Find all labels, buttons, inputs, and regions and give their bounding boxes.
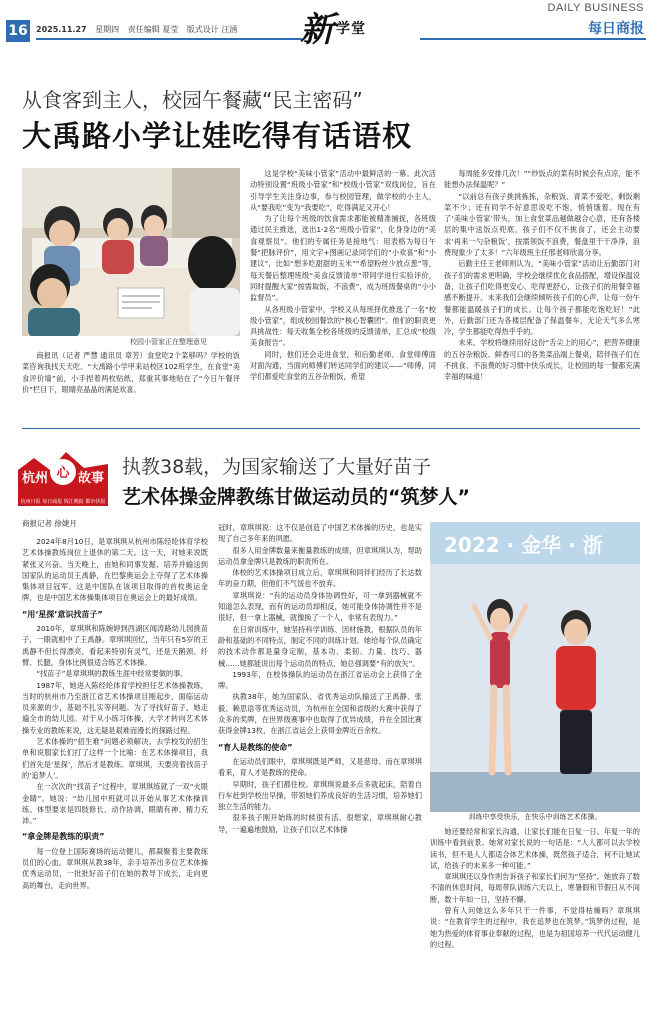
children-lunch-photo	[22, 168, 240, 336]
paragraph: 从各班级小管家中，学校又从每班择优推选了一名“校级小管家”，组成校园餐饮的“核心智囊团”。他们的职责更具挑战性：每天收集全校各班级的反馈清单，汇总成“校级美食报告”。	[250, 304, 436, 348]
paragraph: 在一次次的“找苗子”过程中，章琪琪练就了一双“火眼金睛”。她说：“幼儿园中班就可以开始从事艺术体操训练。体型要求是四肢修长、动作协调，眼睛有神、精力充沛。”	[22, 782, 208, 826]
badge-line2: 故事	[78, 471, 105, 486]
badge-line3: 杭州日报 每日商报 钱江晚报 都市快报	[20, 499, 106, 505]
header-rule-left	[36, 38, 302, 40]
gymnast-coach-photo	[430, 522, 640, 812]
paragraph: 未来，学校将继续用好这份“舌尖上的用心”，把营养健康的五谷杂粮饭、鲜香可口的各类菜品端上餐桌，陪伴孩子们在不挑食、不浪费的好习惯中快乐成长，让校园的每一餐都充满幸福的味道！	[444, 338, 640, 382]
paragraph: 每一位登上国际赛场的运动健儿，都凝聚着主要教练员们的心血。章琪琪从教38年，亲手培养出多位艺术体操优秀运动员，一批批好苗子们在她的教导下成长，走向更高的舞台，走向世界。	[22, 846, 208, 890]
article2-subtitle: 执教38载，为国家输送了大量好苗子	[122, 456, 432, 478]
paragraph: “以前总有孩子挑挑拣拣，杂粮饭、青菜不爱吃，剩饭剩菜不少；还有同学不好意思说吃不饱，悄悄饿着。现在有了‘美味小管家’带头，加上食堂菜品越做越合心意，还有各楼层的集中送饭点兜底，孩子们不仅不挑食了，还会主动要求‘再来一勺杂粮饭’，按需领饭不浪费，餐盘里干干净净，浪费现象少了太多！”六年级班主任邢老师欣喜分享。	[444, 191, 640, 258]
daily-business-label: DAILY BUSINESS	[547, 2, 644, 14]
article1-title: 大禹路小学让娃吃得有话语权	[22, 119, 413, 153]
article2-title: 艺术体操金牌教练甘做运动员的“筑梦人”	[122, 486, 470, 508]
paragraph: 在日常训练中，她坚持科学训练、因材施教，根据队员的年龄和基础的不同特点，制定不同的训练计划。她给每个队员确定的技术动作都是量身定制，基本功、柔韧、力量、技巧、器械……她都能说出每个运动员的特点，她总强调要“有的放矢”。	[218, 624, 422, 668]
article1-column-2	[250, 168, 436, 418]
newspaper-brand: 每日商报	[588, 21, 644, 37]
paragraph: “找苗子”是章琪琪的教练生涯中经常要做的事。	[36, 669, 188, 679]
paragraph: 很多孩子刚开始练的时候很有活、很想家，章琪琪耐心教导，一遍遍地鼓励，让孩子们以艺术体操	[218, 813, 422, 834]
article2-column-1	[22, 536, 208, 1020]
svg-text:心: 心	[56, 466, 70, 481]
paragraph: 1987年，她进入陈经纶体育学校担任艺术体操教练，当时的杭州市乃至浙江省艺术体操项目刚起步，面临运动员来源的少，基础不扎实等问题。为了寻找好苗子，她走遍全市的幼儿园。对于从小练习体操，大学才转向艺术体操专业的教练来说，这无疑是艰难而漫长的探路过程。	[22, 680, 208, 735]
page-header	[0, 0, 652, 50]
paragraph: 曾有人问她这么多年只干一件事，不觉得枯燥吗？章琪琪说：“在教育学生的过程中，我在追梦也在筑梦。”筑梦的过程，是她为热爱的体育事业奉献的过程，也是为祖国培养一代代运动健儿的过程。	[430, 906, 640, 949]
badge-graphic	[14, 444, 112, 510]
section-heading: “育人是教练的使命”	[218, 742, 293, 752]
section-heading: “拿金牌是教练的职责”	[22, 832, 105, 842]
hangzhou-story-badge	[14, 444, 112, 510]
article1-photo-caption: 校园小管家正在整理意见	[130, 338, 207, 346]
header-rule-right	[420, 38, 646, 40]
paragraph: 执教38年，她为国家队、省优秀运动队输送了王禹静、张毅、赖思语等优秀运动员，为杭州在全国和省级的大赛中获得了众多的奖牌，在世界级赛事中也取得了优异成绩，并在全国比赛获得金牌13枚，在浙江省运会上获得金牌近百余枚。	[218, 692, 422, 736]
paragraph: 早期时，孩子们都住校。章琪琪说最多点多就起床，陪着自行车赶到学校出早操，带领她们养成良好的生活习惯，培养她们独立生活的能力。	[218, 779, 422, 812]
paragraph: 同时，他们还会走进食堂，和后勤老师、食堂师傅面对面沟通，当面向师傅们转达同学们的建议——“师傅，同学们都爱吃食堂的五谷杂粮饭，希望	[250, 349, 436, 382]
paragraph: 很多人用金牌数量来衡量教练的成绩，但章琪琪认为，帮助运动员拿金牌只是教练的职责所在。	[218, 545, 422, 566]
paragraph: 在运动员们眼中，章琪琪既是严师，又是慈母。而在章琪琪看来，育人才是教练的使命。	[218, 756, 422, 778]
paragraph: 商报讯（记者 严慧 通讯员 章芳）食堂吃2个菜够吗？学校的饭菜咨询我找天天吃。“大禹路小学甲来站校区102班学生，在食堂“美食评价墙”前，小手捏着两枚贴纸，郑重其事地贴在了“今日午餐评价”栏目下，眼睛亮晶晶的满是欢喜。	[22, 351, 240, 394]
article2-byline: 商报记者 徐婕月	[22, 519, 77, 528]
paragraph: 章琪琪还以身作则告诉孩子和家长们何为“坚持”。她放弃了数不清的休息时间，每周带队训练六天以上，寒暑假和节假日从不间断，数十年如一日，坚持不懈。	[430, 872, 640, 904]
paragraph: 冠时，章琪琪说：这不仅是创造了中国艺术体操的历史，也是实现了自己多年来的夙愿。	[218, 523, 422, 544]
paragraph: 她还要经常和家长沟通，让家长们能在日复一日、年复一年的训练中看到前景。她常对家长说的一句话是：“人人都可以去学校读书，但不是人人都适合体艺术体操，既然孩子适合，何不让她试试，给孩子的未来多一种可能。”	[430, 827, 640, 870]
issue-editor: 责任编辑 夏莹	[127, 25, 179, 34]
article2-photo-caption: 训练中享受快乐，在快乐中训练艺术体操。	[468, 813, 602, 821]
article1-column-3	[444, 168, 640, 418]
article2-column-3	[430, 826, 640, 1020]
article1-photo	[22, 168, 240, 336]
paragraph: 艺术体操的“招生难”问题必须解决。去学校发的招生单和说服家长们打了这样一个比喻：在艺术体操项目，我们首先是‘星探’，然后才是教练。章琪琪，天要亮着找苗子的‘追梦人’。	[22, 737, 208, 780]
paragraph: 这是学校“美味小管家”活动中最鲜活的一幕。此次活动特别设置“班级小管家”和“校级小管家”双线岗位，旨在引导学生关注身边事，参与校园管理，做学校的小主人，从“要我吃”变为“我要吃”，吃得满足又开心！	[250, 169, 436, 212]
paragraph: 后勤主任王老师则认为，“美味小管家”活动让后勤部门对孩子们的需求更明确，学校会继续优化食品搭配，增设保温设备，让孩子们吃得更安心、吃得更舒心，让孩子们的用餐幸福感不断提升。未来我们会继续倾听孩子们的心声，让每一份午餐都能温暖孩子们的成长。让每个孩子都能吃饱吃好！”此外，后勤部门还为各楼层配备了保温餐车，无论天气多么寒冷，学生都能吃得热乎乎的。	[444, 259, 640, 337]
section-logo-rest: 学堂	[336, 21, 366, 37]
article1-subtitle: 从食客到主人，校园午餐藏“民主密码”	[22, 88, 363, 112]
paragraph: 1993年，在校体操队的运动员在浙江省运动会上获得了金牌。	[218, 669, 422, 691]
issue-date: 2025.11.27	[36, 25, 87, 34]
article2-column-2	[218, 522, 422, 1020]
paragraph: 体校的艺术体操项目成立后，章琪琪和同伴们经历了长达数年的奋力期，但他们不气馁也不放弃。	[218, 568, 422, 589]
article1-column-1	[22, 350, 240, 416]
section-heading: “用‘星探’意识找苗子”	[22, 609, 103, 619]
paragraph: 2010年，章琪琪和陈婉婷到西湖区闻涛路幼儿园挑苗子，一眼就相中了王禹静。章琪琪回忆，当年只有5岁的王禹静不但长得漂亮，看起来特别有灵气，还是天鹅颈、纤臂、长腿，身体比例很适合练艺术体操。	[22, 624, 208, 667]
badge-line1: 杭州	[22, 471, 49, 486]
page-number: 16	[6, 20, 30, 42]
issue-design: 版式设计 汪涵	[186, 25, 238, 34]
article2-photo	[430, 522, 640, 812]
issue-meta	[36, 24, 243, 35]
article-separator	[22, 428, 640, 429]
photo-banner-text: 2022 · 金华 · 浙	[444, 533, 603, 557]
paragraph: 每周能多安排几次！”“炒饭点的菜有时候会有点凉，能不能想办法保温呢？”	[444, 169, 640, 190]
paragraph: 为了让每个班级的饮食需求都能被精准捕捉，各班级通过民主推选，选出1-2名“班级小管家”，化身身边的“美食观察员”。他们的专属任务是接地气：用表格为每日午餐“把脉评价”，用文字+图画记录同学们的“小欢喜”和“小建议”，比如“想多吃甜甜的玉米”“希望粉丝少放点葱”等，每天餐后整理班级“美食反馈清单”带同学进行实验评价，同时提醒大家“按需取饭，不浪费”，成为班级餐桌的“小小监督员”。	[250, 214, 436, 303]
paragraph: 2024年8月10日，是章琪琪从杭州市陈经纶体育学校艺术体操教练岗位上退休的第二天。这一天，对她来说既紧张又兴奋。当天晚上，由她和同事发掘、培养并输送到国家队的运动员王禹静，在巴黎奥运会上夺得了艺术体操集体项目冠军。这是中国队在该项目取得的首枚奥运金牌，也是中国艺术体操集体项目在奥运会上的最好成绩。	[22, 537, 208, 603]
issue-weekday: 星期四	[95, 25, 120, 34]
section-logo	[300, 2, 420, 50]
section-logo-big: 新	[300, 10, 334, 50]
paragraph: 章琪琪说：“有的运动员身体协调性好，可一拿到器械就不知道怎么表现，而有的运动员却相反，她可能身体协调性并不是很好，但一拿上器械，就像换了一个人，非常有表现力。”	[218, 590, 422, 623]
